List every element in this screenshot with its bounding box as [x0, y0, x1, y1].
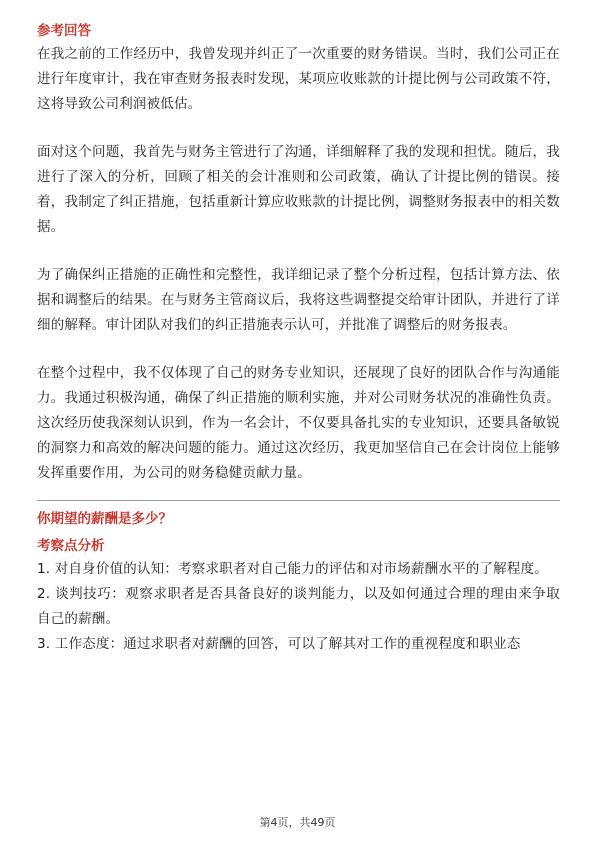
paragraph-gap	[37, 117, 560, 140]
reference-answer-heading: 参考回答	[37, 23, 91, 39]
answer-paragraph-3: 为了确保纠正措施的正确性和完整性，我详细记录了整个分析过程，包括计算方法、依据和调整后的结果。在与财务主管商议后，我将这些调整提交给审计团队，并进行了详细的解释。审计团队对我们的纠正措施表示认可，并批准了调整后的财务报表。	[37, 267, 560, 333]
page-number-footer: 第4页，共49页	[259, 816, 336, 829]
analysis-heading: 考察点分析	[37, 538, 105, 554]
paragraph-gap	[37, 338, 560, 361]
analysis-item-3: 3. 工作态度：通过求职者对薪酬的回答，可以了解其对工作的重视程度和职业态	[37, 636, 521, 652]
paragraph-gap	[37, 240, 560, 263]
analysis-item-1: 1. 对自身价值的认知：考察求职者对自己能力的评估和对市场薪酬水平的了解程度。	[37, 561, 548, 577]
analysis-item-2: 2. 谈判技巧：观察求职者是否具备良好的谈判能力，以及如何通过合理的理由来争取自己的薪酬。	[37, 586, 560, 627]
answer-paragraph-1: 在我之前的工作经历中，我曾发现并纠正了一次重要的财务错误。当时，我们公司正在进行年度审计，我在审查财务报表时发现，某项应收账款的计提比例与公司政策不符，这将导致公司利润被低估。	[37, 46, 560, 112]
answer-paragraph-2: 面对这个问题，我首先与财务主管进行了沟通，详细解释了我的发现和担忧。随后，我进行了深入的分析，回顾了相关的会计准则和公司政策，确认了计提比例的错误。接着，我制定了纠正措施，包括重新计算应收账款的计提比例，调整财务报表中的相关数据。	[37, 144, 560, 235]
document-page	[37, 20, 560, 657]
section-divider	[37, 500, 560, 501]
question-title: 你期望的薪酬是多少？	[37, 511, 172, 527]
answer-paragraph-4: 在整个过程中，我不仅体现了自己的财务专业知识，还展现了良好的团队合作与沟通能力。我通过积极沟通，确保了纠正措施的顺利实施，并对公司财务状况的准确性负责。这次经历使我深刻认识到，作为一名会计，不仅要具备扎实的专业知识，还要具备敏锐的洞察力和高效的解决问题的能力。通过这次经历，我更加坚信自己在会计岗位上能够发挥重要作用，为公司的财务稳健贡献力量。	[37, 365, 560, 481]
